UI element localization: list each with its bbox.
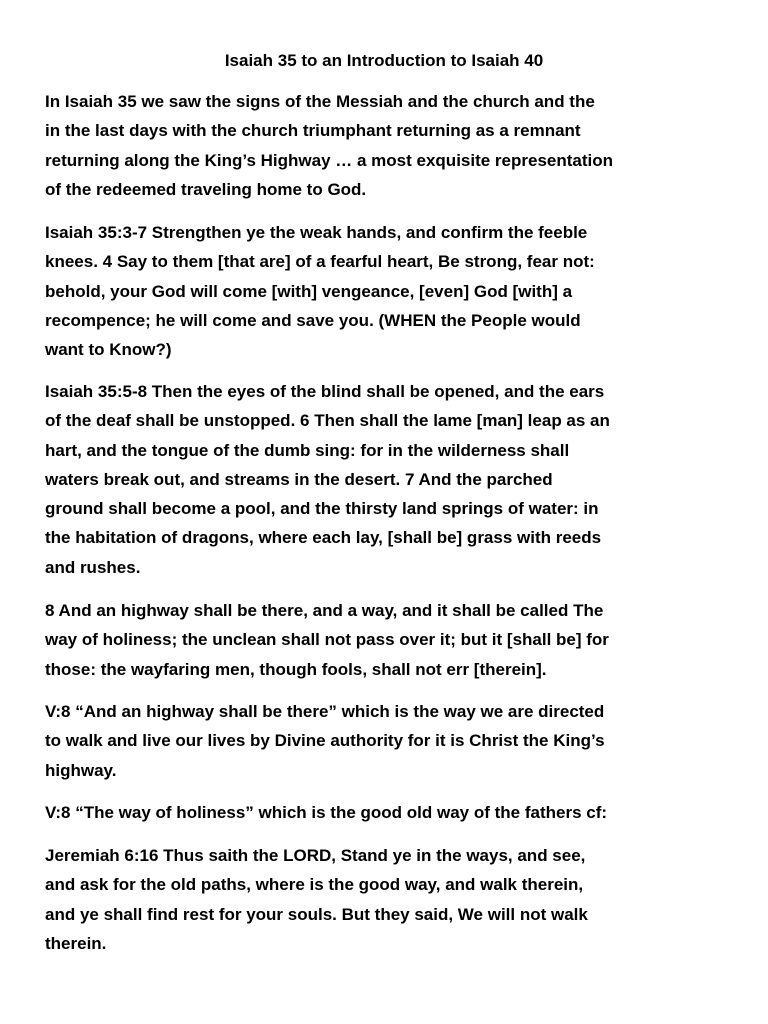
paragraph-line: highway. (45, 760, 117, 780)
paragraph-line: ground shall become a pool, and the thirsty land springs of water: in (45, 499, 599, 519)
paragraph-line: returning along the King’s Highway … a most exquisite representation (45, 150, 614, 170)
paragraph-v8-holiness (45, 798, 735, 827)
document-title: Isaiah 35 to an Introduction to Isaiah 40 (224, 51, 544, 70)
paragraph-line: 8 And an highway shall be there, and a way, and it shall be called The (45, 601, 604, 620)
paragraph-line: V:8 “And an highway shall be there” which is the way we are directed (45, 702, 605, 721)
paragraph-line: in the last days with the church triumphant returning as a remnant (45, 121, 581, 141)
paragraph-line: Isaiah 35:3-7 Strengthen ye the weak hands, and confirm the feeble (45, 223, 588, 242)
paragraph-line: and ye shall find rest for your souls. But they said, We will not walk (45, 904, 588, 924)
paragraph-line: the habitation of dragons, where each lay, [shall be] grass with reeds (45, 528, 602, 548)
paragraph-line: those: the wayfaring men, though fools, shall not err [therein]. (45, 659, 547, 679)
paragraph-line: want to Know?) (45, 340, 172, 360)
paragraph-line: to walk and live our lives by Divine authority for it is Christ the King’s (45, 731, 605, 751)
paragraph-line: of the redeemed traveling home to God. (45, 179, 367, 199)
paragraph-line: and ask for the old paths, where is the good way, and walk therein, (45, 875, 584, 895)
paragraph-line: therein. (45, 933, 107, 953)
paragraph-line: knees. 4 Say to them [that are] of a fearful heart, Be strong, fear not: (45, 252, 595, 272)
paragraph-verse-8 (45, 596, 735, 684)
paragraph-line: behold, your God will come [with] vengeance, [even] God [with] a (45, 281, 573, 301)
paragraph-line: hart, and the tongue of the dumb sing: for in the wilderness shall (45, 440, 570, 460)
paragraph-line: waters break out, and streams in the desert. 7 And the parched (45, 469, 553, 489)
paragraph-v8-highway (45, 697, 735, 785)
paragraph-line: Isaiah 35:5-8 Then the eyes of the blind shall be opened, and the ears (45, 382, 605, 401)
paragraph-line: way of holiness; the unclean shall not pass over it; but it [shall be] for (45, 630, 609, 650)
paragraph-line: Jeremiah 6:16 Thus saith the LORD, Stand ye in the ways, and see, (45, 846, 586, 865)
paragraph-intro (45, 87, 735, 204)
paragraph-isaiah-35-5-8 (45, 377, 735, 582)
paragraph-line: In Isaiah 35 we saw the signs of the Messiah and the church and the (45, 92, 595, 111)
paragraph-line: and rushes. (45, 557, 141, 577)
paragraph-line: recompence; he will come and save you. (WHEN the People would (45, 310, 581, 330)
paragraph-isaiah-35-3-7 (45, 218, 735, 364)
paragraph-jeremiah-6-16 (45, 841, 735, 958)
paragraph-line: of the deaf shall be unstopped. 6 Then shall the lame [man] leap as an (45, 411, 610, 431)
paragraph-line: V:8 “The way of holiness” which is the good old way of the fathers cf: (45, 803, 608, 822)
